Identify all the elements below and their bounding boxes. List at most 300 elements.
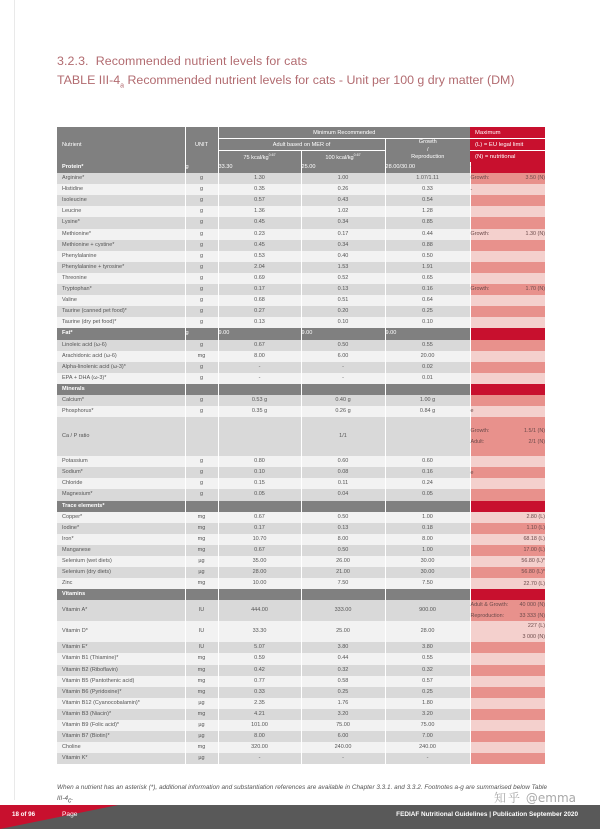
footnote-line-2b: . bbox=[71, 794, 74, 802]
cell-a75 bbox=[218, 417, 301, 456]
table-head bbox=[57, 127, 545, 162]
cell-a100: 0.10 bbox=[301, 317, 385, 328]
cell-unit: mg bbox=[185, 534, 218, 545]
cell-nutrient: Iron* bbox=[57, 534, 185, 545]
header-adult-mer: Adult based on MER of bbox=[218, 139, 385, 151]
cell-nutrient: Minerals bbox=[57, 384, 185, 395]
table-label-subscript: a bbox=[120, 81, 125, 89]
cell-a100: - bbox=[301, 362, 385, 373]
cell-growth: 0.10 bbox=[385, 317, 470, 328]
cell-a100: 7.50 bbox=[301, 578, 385, 589]
cell-nutrient: Ca / P ratio bbox=[57, 417, 185, 456]
cell-unit: mg bbox=[185, 512, 218, 523]
header-growth: Growth bbox=[418, 139, 437, 146]
cell-a100: 9.00 bbox=[301, 328, 385, 339]
cell-nutrient: Zinc bbox=[57, 578, 185, 589]
table-row bbox=[57, 395, 545, 406]
cell-unit: mg bbox=[185, 742, 218, 753]
cell-growth: 0.44 bbox=[385, 229, 470, 240]
cell-a100 bbox=[301, 589, 385, 600]
watermark-handle: @emma bbox=[525, 791, 576, 805]
footnote-subscript: c bbox=[68, 796, 72, 804]
header-adult-100-sup: 0.67 bbox=[353, 152, 361, 157]
table-row bbox=[57, 173, 545, 184]
cell-unit: g bbox=[185, 273, 218, 284]
cell-nutrient: Alpha-linolenic acid (ω-3)* bbox=[57, 362, 185, 373]
cell-unit: µg bbox=[185, 698, 218, 709]
cell-growth: 0.33 bbox=[385, 184, 470, 195]
cell-unit: µg bbox=[185, 731, 218, 742]
cell-unit: µg bbox=[185, 753, 218, 764]
cell-nutrient: Vitamin B12 (Cyanocobalamin)* bbox=[57, 698, 185, 709]
cell-nutrient: Vitamin E* bbox=[57, 642, 185, 653]
cell-a100: 26.00 bbox=[301, 556, 385, 567]
cell-a100: 0.04 bbox=[301, 489, 385, 500]
cell-growth: 28.00 bbox=[385, 621, 470, 642]
cell-unit: mg bbox=[185, 709, 218, 720]
cell-unit: IU bbox=[185, 642, 218, 653]
table-section-row bbox=[57, 501, 545, 512]
table-row bbox=[57, 362, 545, 373]
table-caption bbox=[57, 71, 547, 96]
table-section-row bbox=[57, 384, 545, 395]
cell-unit: g bbox=[185, 217, 218, 228]
cell-unit: IU bbox=[185, 621, 218, 642]
cell-maximum bbox=[470, 395, 545, 406]
cell-maximum bbox=[470, 340, 545, 351]
cell-a75: 0.05 bbox=[218, 489, 301, 500]
cell-a100: 0.34 bbox=[301, 217, 385, 228]
cell-a100: 0.58 bbox=[301, 676, 385, 687]
cell-maximum bbox=[470, 317, 545, 328]
cell-unit: µg bbox=[185, 556, 218, 567]
table-row bbox=[57, 317, 545, 328]
cell-a75: 5.07 bbox=[218, 642, 301, 653]
table-row bbox=[57, 229, 545, 240]
cell-a75: 0.10 bbox=[218, 467, 301, 478]
table-row bbox=[57, 731, 545, 742]
cell-maximum: 22.70 (L) bbox=[470, 578, 545, 589]
cell-nutrient: Isoleucine bbox=[57, 195, 185, 206]
table-row bbox=[57, 512, 545, 523]
header-nutrient: Nutrient bbox=[57, 127, 185, 162]
cell-maximum: e bbox=[470, 406, 545, 417]
cell-a75: 10.00 bbox=[218, 578, 301, 589]
cell-unit: g bbox=[185, 206, 218, 217]
cell-a75: 0.68 bbox=[218, 295, 301, 306]
cell-a100: 0.34 bbox=[301, 240, 385, 251]
cell-a100: 0.32 bbox=[301, 665, 385, 676]
cell-a100: 0.26 g bbox=[301, 406, 385, 417]
cell-maximum: 1.10 (L) bbox=[470, 523, 545, 534]
cell-a75: 0.35 bbox=[218, 184, 301, 195]
cell-maximum bbox=[470, 373, 545, 384]
cell-maximum bbox=[470, 665, 545, 676]
cell-a75: 0.69 bbox=[218, 273, 301, 284]
nutrient-table bbox=[57, 127, 545, 764]
cell-unit: g bbox=[185, 262, 218, 273]
cell-unit bbox=[185, 384, 218, 395]
cell-growth: 1.07/1.11 bbox=[385, 173, 470, 184]
cell-growth: 0.18 bbox=[385, 523, 470, 534]
cell-a75: - bbox=[218, 373, 301, 384]
cell-nutrient: Threonine bbox=[57, 273, 185, 284]
cell-nutrient: Vitamin B9 (Folic acid)* bbox=[57, 720, 185, 731]
table-row bbox=[57, 467, 545, 478]
cell-nutrient: Selenium (dry diets) bbox=[57, 567, 185, 578]
cell-unit: g bbox=[185, 373, 218, 384]
cell-a75: 0.23 bbox=[218, 229, 301, 240]
table-row bbox=[57, 478, 545, 489]
cell-a75: 0.77 bbox=[218, 676, 301, 687]
cell-nutrient: Potassium bbox=[57, 456, 185, 467]
table-row bbox=[57, 195, 545, 206]
cell-maximum bbox=[470, 709, 545, 720]
cell-nutrient: Phosphorus* bbox=[57, 406, 185, 417]
cell-nutrient: Vitamin B1 (Thiamine)* bbox=[57, 653, 185, 664]
cell-a100: 0.08 bbox=[301, 467, 385, 478]
header-minimum-recommended: Minimum Recommended bbox=[218, 127, 470, 139]
cell-growth: 7.50 bbox=[385, 578, 470, 589]
cell-a100: 3.80 bbox=[301, 642, 385, 653]
cell-a100: 21.00 bbox=[301, 567, 385, 578]
cell-nutrient: Vitamin B2 (Riboflavin) bbox=[57, 665, 185, 676]
cell-unit: mg bbox=[185, 545, 218, 556]
cell-nutrient: Leucine bbox=[57, 206, 185, 217]
cell-unit: g bbox=[185, 184, 218, 195]
table-row bbox=[57, 206, 545, 217]
cell-nutrient: Fat* bbox=[57, 328, 185, 339]
table-row bbox=[57, 417, 545, 456]
cell-a75: 8.00 bbox=[218, 731, 301, 742]
cell-a75: 9.00 bbox=[218, 328, 301, 339]
cell-maximum: 2.80 (L) bbox=[470, 512, 545, 523]
cell-a100: 6.00 bbox=[301, 351, 385, 362]
cell-maximum bbox=[470, 731, 545, 742]
cell-nutrient: Vitamin B3 (Niacin)* bbox=[57, 709, 185, 720]
cell-maximum bbox=[470, 742, 545, 753]
cell-maximum: 17.00 (L) bbox=[470, 545, 545, 556]
table-footnote bbox=[57, 783, 547, 806]
cell-a100: 0.52 bbox=[301, 273, 385, 284]
cell-a100: 0.11 bbox=[301, 478, 385, 489]
cell-unit: mg bbox=[185, 665, 218, 676]
cell-a100: 0.44 bbox=[301, 653, 385, 664]
section-title: Recommended nutrient levels for cats bbox=[95, 54, 308, 68]
cell-a100: 333.00 bbox=[301, 600, 385, 621]
cell-a100: 0.17 bbox=[301, 229, 385, 240]
cell-a100: 0.51 bbox=[301, 295, 385, 306]
table-row bbox=[57, 456, 545, 467]
cell-unit: µg bbox=[185, 720, 218, 731]
cell-nutrient: Vitamin B5 (Pantothenic acid) bbox=[57, 676, 185, 687]
cell-growth: 0.01 bbox=[385, 373, 470, 384]
table-section-row bbox=[57, 589, 545, 600]
header-legal-limit: (L) = EU legal limit bbox=[470, 139, 545, 151]
cell-growth: 0.24 bbox=[385, 478, 470, 489]
table-section-row bbox=[57, 328, 545, 339]
cell-a100: 8.00 bbox=[301, 534, 385, 545]
table-row bbox=[57, 753, 545, 764]
cell-nutrient: Phenylalanine bbox=[57, 251, 185, 262]
cell-nutrient: Arachidonic acid (ω-6) bbox=[57, 351, 185, 362]
cell-maximum bbox=[470, 478, 545, 489]
cell-a100 bbox=[301, 384, 385, 395]
cell-a100: 0.40 g bbox=[301, 395, 385, 406]
cell-maximum bbox=[470, 273, 545, 284]
cell-a75: 0.59 bbox=[218, 653, 301, 664]
cell-growth: 0.50 bbox=[385, 251, 470, 262]
cell-a75: 0.15 bbox=[218, 478, 301, 489]
header-adult-100 bbox=[301, 151, 385, 163]
cell-maximum: Growth: 1.5/1 (N) Adult: 2/1 (N) bbox=[470, 417, 545, 456]
cell-unit: µg bbox=[185, 567, 218, 578]
cell-growth: 1.00 bbox=[385, 545, 470, 556]
cell-a75: 10.70 bbox=[218, 534, 301, 545]
cell-maximum bbox=[470, 589, 545, 600]
cell-nutrient: Valine bbox=[57, 295, 185, 306]
table-body bbox=[57, 162, 545, 764]
table-title: Recommended nutrient levels for cats - Unit per 100 g dry matter (DM) bbox=[127, 72, 515, 87]
cell-a100: 0.13 bbox=[301, 284, 385, 295]
cell-growth: 0.84 g bbox=[385, 406, 470, 417]
cell-maximum: e bbox=[470, 467, 545, 478]
table-row bbox=[57, 742, 545, 753]
table-row bbox=[57, 621, 545, 642]
cell-unit bbox=[185, 501, 218, 512]
table-row bbox=[57, 642, 545, 653]
footnote-line-2a: and 3.3.2. Footnotes a-g are summarised below Table III-4 bbox=[57, 784, 548, 802]
footnote-line-1: When a nutrient has an asterisk (*), additional information and substantiation references are available in Chapter 3.3.1. bbox=[57, 784, 393, 791]
cell-a75: 35.00 bbox=[218, 556, 301, 567]
cell-maximum bbox=[470, 217, 545, 228]
cell-growth: 1.28 bbox=[385, 206, 470, 217]
table-row bbox=[57, 340, 545, 351]
table-row bbox=[57, 284, 545, 295]
cell-a100: 25.00 bbox=[301, 162, 385, 173]
cell-a100: 1.53 bbox=[301, 262, 385, 273]
cell-maximum bbox=[470, 456, 545, 467]
cell-a75: 0.67 bbox=[218, 545, 301, 556]
cell-unit: g bbox=[185, 240, 218, 251]
cell-growth: 0.60 bbox=[385, 456, 470, 467]
cell-a75: 0.53 bbox=[218, 251, 301, 262]
cell-unit bbox=[185, 589, 218, 600]
table-row bbox=[57, 273, 545, 284]
cell-maximum bbox=[470, 351, 545, 362]
cell-nutrient: Vitamin B6 (Pyridoxine)* bbox=[57, 687, 185, 698]
section-number: 3.2.3. bbox=[57, 54, 89, 68]
cell-maximum: 56.80 (L)* bbox=[470, 556, 545, 567]
cell-a75: 0.42 bbox=[218, 665, 301, 676]
table-row bbox=[57, 489, 545, 500]
cell-a100: 0.50 bbox=[301, 340, 385, 351]
cell-unit: g bbox=[185, 406, 218, 417]
cell-growth: 1.00 bbox=[385, 512, 470, 523]
cell-a100: 0.60 bbox=[301, 456, 385, 467]
cell-nutrient: Choline bbox=[57, 742, 185, 753]
cell-growth: 0.57 bbox=[385, 676, 470, 687]
cell-unit: g bbox=[185, 284, 218, 295]
table-row bbox=[57, 676, 545, 687]
cell-a100: 0.43 bbox=[301, 195, 385, 206]
cell-nutrient: Vitamin B7 (Biotin)* bbox=[57, 731, 185, 742]
table-row bbox=[57, 720, 545, 731]
cell-nutrient: EPA + DHA (ω-3)* bbox=[57, 373, 185, 384]
header-adult-75-text: 75 kcal/kg bbox=[243, 154, 269, 161]
table-row bbox=[57, 251, 545, 262]
cell-unit: g bbox=[185, 306, 218, 317]
cell-maximum: 68.18 (L) bbox=[470, 534, 545, 545]
cell-a75: 0.17 bbox=[218, 523, 301, 534]
cell-unit: g bbox=[185, 229, 218, 240]
cell-a75: 0.17 bbox=[218, 284, 301, 295]
cell-growth: 7.00 bbox=[385, 731, 470, 742]
cell-a75: 2.35 bbox=[218, 698, 301, 709]
cell-a75: 0.35 g bbox=[218, 406, 301, 417]
cell-growth: 900.00 bbox=[385, 600, 470, 621]
cell-nutrient: Phenylalanine + tyrosine* bbox=[57, 262, 185, 273]
table-section-row bbox=[57, 162, 545, 173]
cell-maximum bbox=[470, 195, 545, 206]
cell-maximum bbox=[470, 720, 545, 731]
cell-unit: g bbox=[185, 317, 218, 328]
cell-growth: 0.85 bbox=[385, 217, 470, 228]
table-row bbox=[57, 351, 545, 362]
cell-maximum bbox=[470, 653, 545, 664]
cell-growth: 75.00 bbox=[385, 720, 470, 731]
cell-maximum: Adult & Growth: 40 000 (N) Reproduction: 33 333 (N) bbox=[470, 600, 545, 621]
cell-growth bbox=[385, 501, 470, 512]
cell-unit: g bbox=[185, 328, 218, 339]
cell-unit bbox=[185, 417, 218, 456]
cell-a100: 0.26 bbox=[301, 184, 385, 195]
cell-growth: 0.25 bbox=[385, 687, 470, 698]
cell-a75: 0.80 bbox=[218, 456, 301, 467]
cell-unit: g bbox=[185, 295, 218, 306]
cell-a100: 0.40 bbox=[301, 251, 385, 262]
cell-growth: 28.00/30.00 bbox=[385, 162, 470, 173]
cell-a75: - bbox=[218, 753, 301, 764]
cell-a75: 0.45 bbox=[218, 217, 301, 228]
cell-unit: mg bbox=[185, 687, 218, 698]
cell-a75: 28.00 bbox=[218, 567, 301, 578]
cell-maximum bbox=[470, 262, 545, 273]
header-row-1 bbox=[57, 127, 545, 139]
cell-growth: 0.64 bbox=[385, 295, 470, 306]
cell-a100: 6.00 bbox=[301, 731, 385, 742]
cell-maximum bbox=[470, 753, 545, 764]
cell-nutrient: Selenium (wet diets) bbox=[57, 556, 185, 567]
table-row bbox=[57, 709, 545, 720]
cell-growth: 0.16 bbox=[385, 284, 470, 295]
cell-maximum bbox=[470, 698, 545, 709]
cell-growth: 30.00 bbox=[385, 567, 470, 578]
cell-a75: 0.33 bbox=[218, 687, 301, 698]
cell-growth: 0.02 bbox=[385, 362, 470, 373]
cell-growth: 0.05 bbox=[385, 489, 470, 500]
cell-unit: mg bbox=[185, 676, 218, 687]
header-adult-100-text: 100 kcal/kg bbox=[325, 154, 354, 161]
cell-nutrient: Magnesium* bbox=[57, 489, 185, 500]
cell-nutrient: Calcium* bbox=[57, 395, 185, 406]
cell-growth: 1.80 bbox=[385, 698, 470, 709]
cell-growth: 0.32 bbox=[385, 665, 470, 676]
cell-growth: 3.20 bbox=[385, 709, 470, 720]
cell-maximum bbox=[470, 676, 545, 687]
cell-a75: 0.13 bbox=[218, 317, 301, 328]
cell-unit: mg bbox=[185, 653, 218, 664]
cell-a75: 0.67 bbox=[218, 340, 301, 351]
cell-maximum bbox=[470, 489, 545, 500]
cell-unit: mg bbox=[185, 523, 218, 534]
cell-nutrient: Histidine bbox=[57, 184, 185, 195]
table-row bbox=[57, 306, 545, 317]
table-row bbox=[57, 217, 545, 228]
cell-maximum bbox=[470, 328, 545, 339]
header-reproduction: Reproduction bbox=[411, 154, 445, 161]
watermark-zhihu: 知乎 bbox=[494, 791, 523, 805]
table-row bbox=[57, 578, 545, 589]
table-row bbox=[57, 687, 545, 698]
cell-growth: 0.25 bbox=[385, 306, 470, 317]
watermark bbox=[494, 789, 576, 806]
cell-nutrient: Taurine (canned pet food)* bbox=[57, 306, 185, 317]
cell-a100: 0.50 bbox=[301, 545, 385, 556]
cell-a75 bbox=[218, 384, 301, 395]
cell-a100: 0.25 bbox=[301, 687, 385, 698]
cell-nutrient: Vitamins bbox=[57, 589, 185, 600]
header-maximum: Maximum bbox=[470, 127, 545, 139]
cell-nutrient: Methionine + cystine* bbox=[57, 240, 185, 251]
cell-nutrient: Taurine (dry pet food)* bbox=[57, 317, 185, 328]
cell-maximum: 56.80 (L)* bbox=[470, 567, 545, 578]
header-nutritional: (N) = nutritional bbox=[470, 151, 545, 163]
cell-maximum: Growth: 1.30 (N) bbox=[470, 229, 545, 240]
cell-nutrient: Methionine* bbox=[57, 229, 185, 240]
cell-unit: g bbox=[185, 489, 218, 500]
cell-growth: 9.00 bbox=[385, 328, 470, 339]
cell-nutrient: Vitamin A* bbox=[57, 600, 185, 621]
cell-a100: 0.20 bbox=[301, 306, 385, 317]
table-row bbox=[57, 567, 545, 578]
cell-maximum bbox=[470, 251, 545, 262]
cell-nutrient: Manganese bbox=[57, 545, 185, 556]
cell-a75: 0.27 bbox=[218, 306, 301, 317]
cell-a75: 4.21 bbox=[218, 709, 301, 720]
cell-a100: - bbox=[301, 753, 385, 764]
cell-maximum bbox=[470, 206, 545, 217]
cell-nutrient: Vitamin K* bbox=[57, 753, 185, 764]
cell-a75: 0.45 bbox=[218, 240, 301, 251]
cell-nutrient: Trace elements* bbox=[57, 501, 185, 512]
cell-a100: 1.76 bbox=[301, 698, 385, 709]
cell-a75: 444.00 bbox=[218, 600, 301, 621]
cell-a75: 33.30 bbox=[218, 621, 301, 642]
cell-nutrient: Protein* bbox=[57, 162, 185, 173]
page-heading bbox=[57, 52, 547, 95]
cell-unit: g bbox=[185, 456, 218, 467]
cell-maximum bbox=[470, 295, 545, 306]
table-row bbox=[57, 653, 545, 664]
cell-maximum: - bbox=[470, 162, 545, 173]
cell-growth: 0.55 bbox=[385, 653, 470, 664]
cell-a75 bbox=[218, 501, 301, 512]
cell-growth: 3.80 bbox=[385, 642, 470, 653]
footer-publication-info: FEDIAF Nutritional Guidelines | Publication September 2020 bbox=[396, 811, 578, 818]
cell-unit: mg bbox=[185, 578, 218, 589]
table-row bbox=[57, 600, 545, 621]
